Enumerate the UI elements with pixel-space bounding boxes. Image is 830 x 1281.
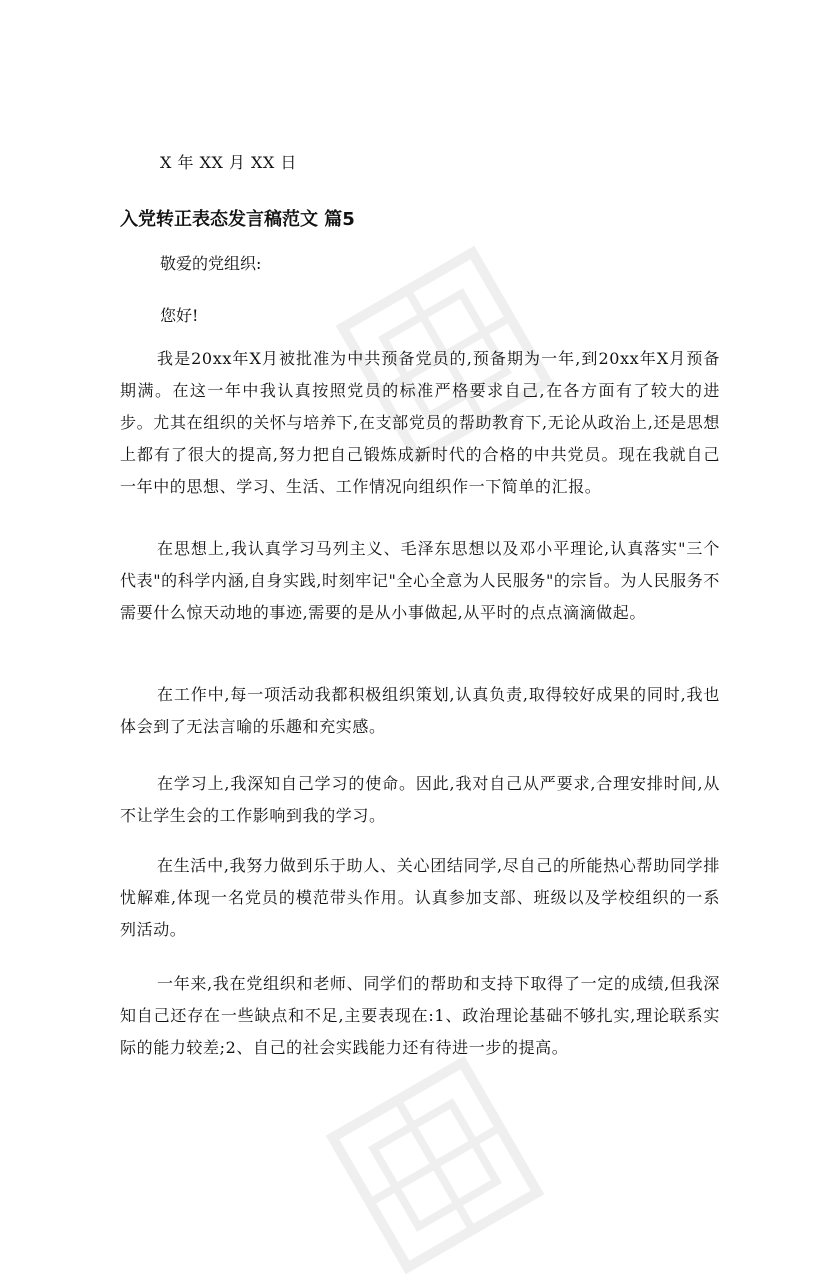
paragraph-life: 在生活中,我努力做到乐于助人、关心团结同学,尽自己的所能热心帮助同学排忧解难,体现一名党员的模范带头作用。认真参加支部、班级以及学校组织的一系列活动。	[120, 856, 720, 939]
section-heading: 入党转正表态发言稿范文 篇5	[120, 209, 355, 230]
greeting: 您好!	[160, 306, 199, 325]
paragraph-shortcomings: 一年来,我在党组织和老师、同学们的帮助和支持下取得了一定的成绩,但我深知自己还存在一些缺点和不足,主要表现在:1、政治理论基础不够扎实,理论联系实际的能力较差;2、自己的社会实践能力还有待进一步的提高。	[120, 974, 720, 1057]
document-date: X 年 XX 月 XX 日	[160, 153, 297, 172]
paragraph-intro: 我是20xx年X月被批准为中共预备党员的,预备期为一年,到20xx年X月预备期满。在这一年中我认真按照党员的标准严格要求自己,在各方面有了较大的进步。尤其在组织的关怀与培养下,在支部党员的帮助教育下,无论从政治上,还是思想上都有了很大的提高,努力把自己锻炼成新时代的合格的中共党员。现在我就自己一年中的思想、学习、生活、工作情况向组织作一下简单的汇报。	[120, 349, 720, 496]
paragraph-work: 在工作中,每一项活动我都积极组织策划,认真负责,取得较好成果的同时,我也体会到了无法言喻的乐趣和充实感。	[120, 685, 720, 736]
paragraph-thought: 在思想上,我认真学习马列主义、毛泽东思想以及邓小平理论,认真落实"三个代表"的科学内涵,自身实践,时刻牢记"全心全意为人民服务"的宗旨。为人民服务不需要什么惊天动地的事迹,需要的是从小事做起,从平时的点点滴滴做起。	[120, 539, 720, 622]
paragraph-study: 在学习上,我深知自己学习的使命。因此,我对自己从严要求,合理安排时间,从不让学生会的工作影响到我的学习。	[120, 774, 720, 825]
watermark-logo-icon	[319, 1049, 551, 1281]
salutation: 敬爱的党组织:	[160, 254, 262, 273]
